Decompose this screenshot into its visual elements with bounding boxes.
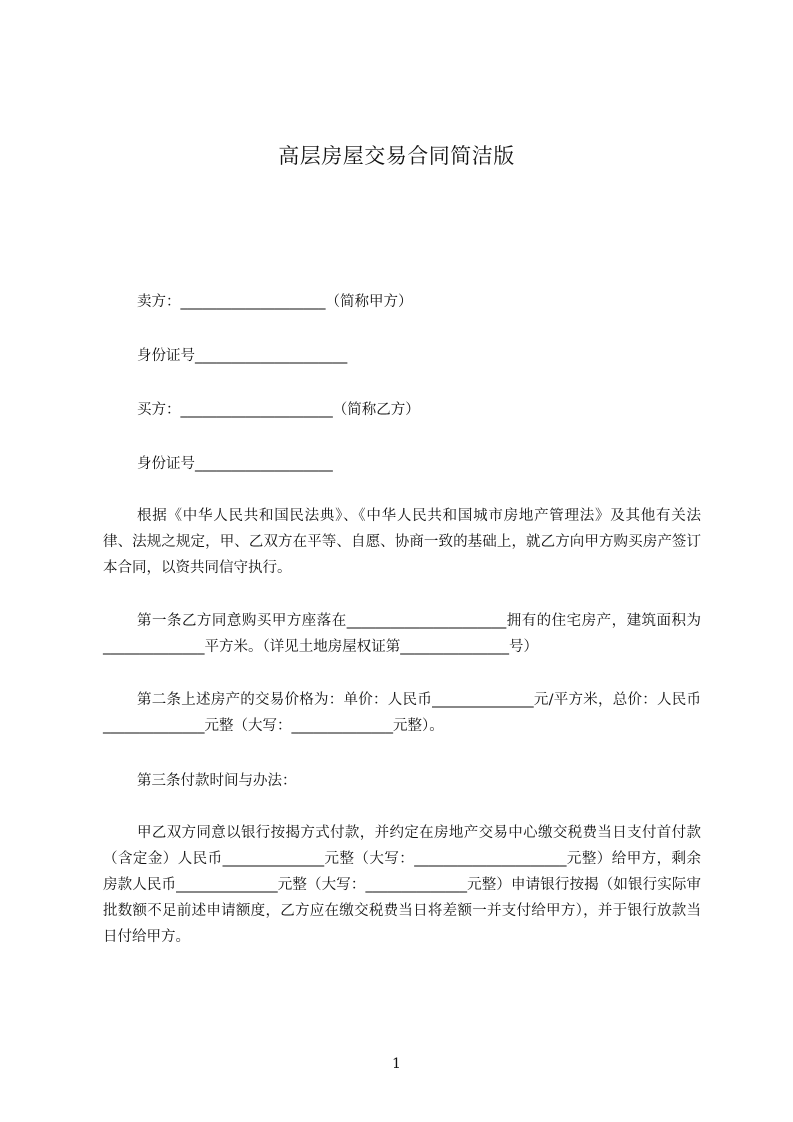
payment-paragraph: 甲乙双方同意以银行按揭方式付款，并约定在房地产交易中心缴交税费当日支付首付款（含定金）人民币______________元整（大写：_____________________元整）给甲方，剩余房款人民币______________元整（大写：______________元整）申请银行按揭（如银行实际审批数额不足前述申请额度，乙方应在缴交税费当日将差额一并支付给甲方），并于银行放款当日付给甲方。	[103, 825, 701, 945]
buyer-line: 买方：_____________________（简称乙方）	[137, 402, 420, 418]
seller-id-line: 身份证号_____________________	[137, 348, 348, 364]
page-number: 1	[392, 1056, 401, 1072]
preamble-paragraph: 根据《中华人民共和国民法典》、《中华人民共和国城市房地产管理法》及其他有关法律、法规之规定，甲、乙双方在平等、自愿、协商一致的基础上，就乙方向甲方购买房产签订本合同，以资共同信守执行。	[103, 508, 701, 576]
article-two-paragraph: 第二条上述房产的交易价格为：单价：人民币______________元/平方米，总价：人民币______________元整（大写：______________元整）。	[103, 692, 701, 734]
article-three-heading: 第三条付款时间与办法：	[137, 773, 297, 789]
seller-line: 卖方：____________________（简称甲方）	[137, 294, 413, 310]
buyer-id-line: 身份证号___________________	[137, 456, 333, 472]
document-title: 高层房屋交易合同简洁版	[278, 144, 515, 168]
article-one-paragraph: 第一条乙方同意购买甲方座落在______________________拥有的住宅房产，建筑面积为______________平方米。（详见土地房屋权证第_______________号）	[103, 613, 701, 655]
